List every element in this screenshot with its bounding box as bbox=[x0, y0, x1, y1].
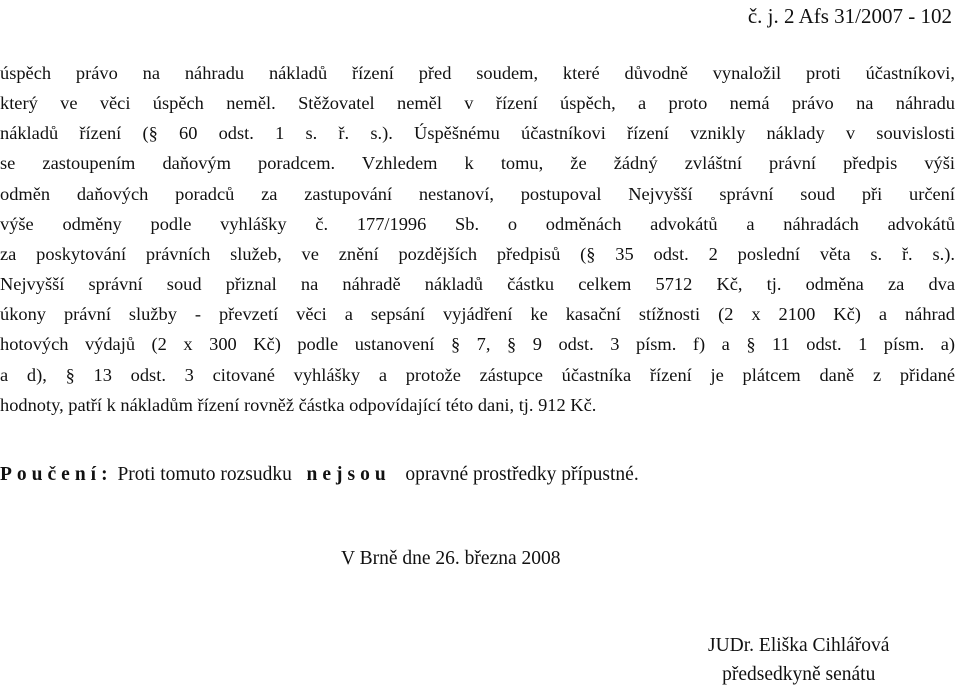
paragraph-line: nákladů řízení (§ 60 odst. 1 s. ř. s.). Úspěšnému účastníkovi řízení vznikly náklady v souvislosti bbox=[0, 123, 955, 144]
paragraph-line: a d), § 13 odst. 3 citované vyhlášky a protože zástupce účastníka řízení je plátcem daně z přidané bbox=[0, 364, 955, 385]
instruction-label: Poučení: bbox=[0, 464, 113, 485]
paragraph-line: hotových výdajů (2 x 300 Kč) podle ustanovení § 7, § 9 odst. 3 písm. f) a § 11 odst. 1 písm. a) bbox=[0, 334, 955, 355]
paragraph-line: výše odměny podle vyhlášky č. 177/1996 Sb. o odměnách advokátů a náhradách advokátů bbox=[0, 213, 955, 234]
signer-title: předsedkyně senátu bbox=[722, 664, 876, 685]
reasoning-paragraph bbox=[0, 58, 955, 420]
paragraph-line: odměn daňových poradců za zastupování nestanoví, postupoval Nejvyšší správní soud při určení bbox=[0, 183, 955, 204]
paragraph-line: úspěch právo na náhradu nákladů řízení před soudem, které důvodně vynaložil proti účastníkovi, bbox=[0, 63, 955, 83]
paragraph-line: který ve věci úspěch neměl. Stěžovatel neměl v řízení úspěch, a proto nemá právo na náhradu bbox=[0, 93, 955, 114]
paragraph-line: Nejvyšší správní soud přiznal na náhradě nákladů částku celkem 5712 Kč, tj. odměna za dva bbox=[0, 274, 955, 295]
date-place-line: V Brně dne 26. března 2008 bbox=[341, 548, 561, 569]
paragraph-line: úkony právní služby - převzetí věci a sepsání vyjádření ke kasační stížnosti (2 x 2100 Kč) a náhrad bbox=[0, 304, 955, 325]
instruction-emphasis: nejsou bbox=[306, 464, 391, 485]
instruction-text-before: Proti tomuto rozsudku bbox=[117, 464, 292, 485]
paragraph-line: hodnoty, patří k nákladům řízení rovněž částka odpovídající této dani, tj. 912 Kč. bbox=[0, 394, 597, 415]
paragraph-line: se zastoupením daňovým poradcem. Vzhledem k tomu, že žádný zvláštní právní předpis výši bbox=[0, 153, 955, 174]
legal-instruction bbox=[0, 464, 639, 486]
instruction-text-after: opravné prostředky přípustné. bbox=[405, 464, 639, 485]
signer-name: JUDr. Eliška Cihlářová bbox=[708, 635, 890, 656]
signature-block bbox=[708, 631, 889, 689]
paragraph-line: za poskytování právních služeb, ve znění pozdějších předpisů (§ 35 odst. 2 poslední věta s. ř. s.). bbox=[0, 243, 955, 264]
case-reference: č. j. 2 Afs 31/2007 - 102 bbox=[747, 4, 952, 28]
